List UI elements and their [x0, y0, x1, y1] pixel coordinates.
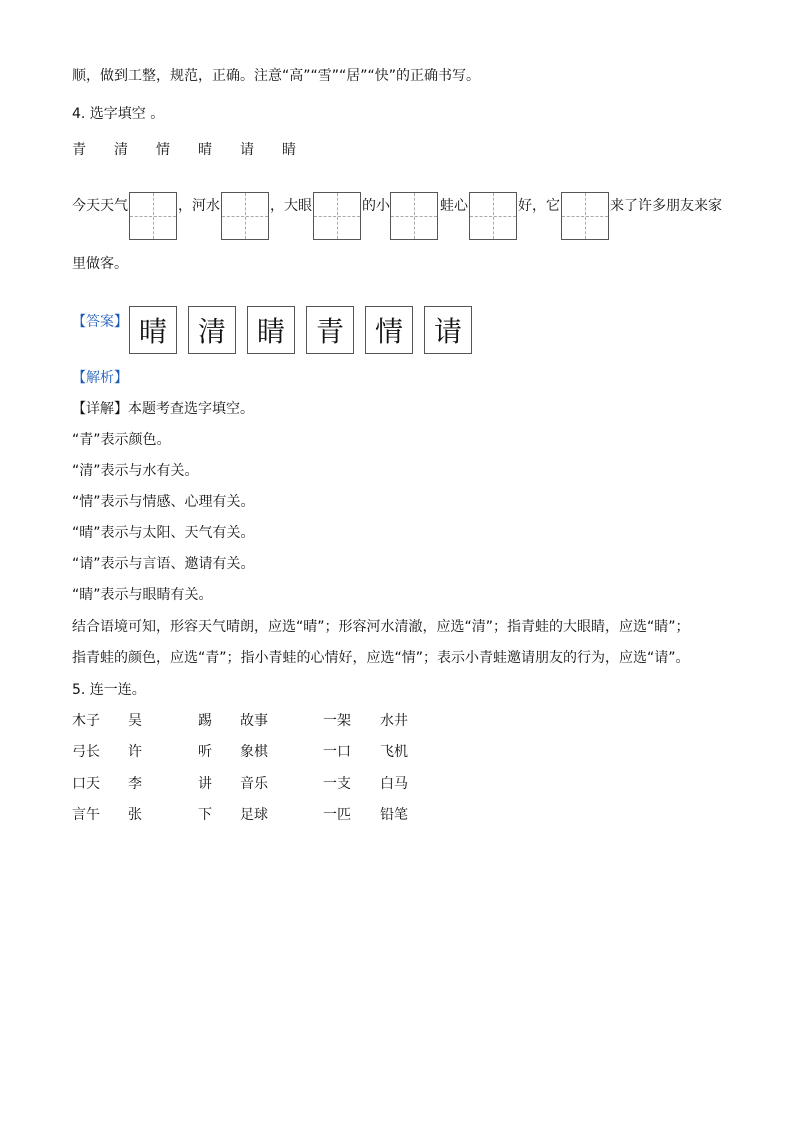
- match-item[interactable]: 飞机: [380, 744, 408, 760]
- analysis-line: “晴”表示与太阳、天气有关。: [72, 525, 255, 541]
- analysis-line: “睛”表示与眼睛有关。: [72, 587, 213, 603]
- sentence-part: ，河水: [178, 198, 220, 214]
- match-item[interactable]: 张: [128, 807, 142, 823]
- blank-box[interactable]: [313, 192, 361, 240]
- match-item[interactable]: 一支: [323, 776, 351, 792]
- answer-label: 【答案】: [72, 314, 128, 330]
- answer-char: 睛: [247, 306, 295, 354]
- blank-box[interactable]: [129, 192, 177, 240]
- match-item[interactable]: 许: [128, 744, 142, 760]
- sentence-part: 蛙心: [440, 198, 468, 214]
- sentence-part: 来了许多朋友来家: [610, 198, 722, 214]
- option-char: 睛: [282, 142, 296, 158]
- blank-box[interactable]: [390, 192, 438, 240]
- blank-box[interactable]: [561, 192, 609, 240]
- match-item[interactable]: 李: [128, 776, 142, 792]
- match-item[interactable]: 弓长: [72, 744, 100, 760]
- option-char: 请: [240, 142, 254, 158]
- analysis-line: 结合语境可知，形容天气晴朗，应选“晴”；形容河水清澈，应选“清”；指青蛙的大眼睛，应选“睛”；: [72, 619, 690, 635]
- analysis-label: 【解析】: [72, 370, 128, 386]
- q5-title: 5. 连一连。: [72, 682, 146, 698]
- match-item[interactable]: 足球: [240, 807, 268, 823]
- blank-box[interactable]: [221, 192, 269, 240]
- match-item[interactable]: 口天: [72, 776, 100, 792]
- analysis-line: “请”表示与言语、邀请有关。: [72, 556, 255, 572]
- sentence-end: 里做客。: [72, 256, 128, 272]
- match-item[interactable]: 木子: [72, 713, 100, 729]
- match-item[interactable]: 故事: [240, 713, 268, 729]
- match-item[interactable]: 一架: [323, 713, 351, 729]
- analysis-line: 指青蛙的颜色，应选“青”；指小青蛙的心情好，应选“情”；表示小青蛙邀请朋友的行为，应选“请”。: [72, 650, 690, 666]
- answer-char: 青: [306, 306, 354, 354]
- sentence-part: ，大眼: [270, 198, 312, 214]
- match-item[interactable]: 白马: [380, 776, 408, 792]
- sentence-part: 的小: [362, 198, 390, 214]
- match-item[interactable]: 象棋: [240, 744, 268, 760]
- match-item[interactable]: 铅笔: [380, 807, 408, 823]
- answer-char: 情: [365, 306, 413, 354]
- option-char: 青: [72, 142, 86, 158]
- sentence-part: 好，它: [518, 198, 560, 214]
- analysis-line: 【详解】本题考查选字填空。: [72, 401, 254, 417]
- match-item[interactable]: 下: [198, 807, 212, 823]
- option-char: 晴: [198, 142, 212, 158]
- analysis-line: “青”表示颜色。: [72, 432, 171, 448]
- match-item[interactable]: 一匹: [323, 807, 351, 823]
- q4-title: 4. 选字填空 。: [72, 106, 165, 122]
- option-char: 清: [114, 142, 128, 158]
- match-item[interactable]: 踢: [198, 713, 212, 729]
- sentence-part: 今天天气: [72, 198, 128, 214]
- analysis-line: “清”表示与水有关。: [72, 463, 199, 479]
- option-char: 情: [156, 142, 170, 158]
- match-item[interactable]: 一口: [323, 744, 351, 760]
- answer-char: 晴: [129, 306, 177, 354]
- match-item[interactable]: 水井: [380, 713, 408, 729]
- match-item[interactable]: 讲: [198, 776, 212, 792]
- match-item[interactable]: 吴: [128, 713, 142, 729]
- match-item[interactable]: 听: [198, 744, 212, 760]
- answer-char: 清: [188, 306, 236, 354]
- intro-line: 顺，做到工整，规范，正确。注意“高”“雪”“居”“快”的正确书写。: [72, 68, 481, 84]
- answer-char: 请: [424, 306, 472, 354]
- match-item[interactable]: 言午: [72, 807, 100, 823]
- analysis-line: “情”表示与情感、心理有关。: [72, 494, 255, 510]
- match-item[interactable]: 音乐: [240, 776, 268, 792]
- blank-box[interactable]: [469, 192, 517, 240]
